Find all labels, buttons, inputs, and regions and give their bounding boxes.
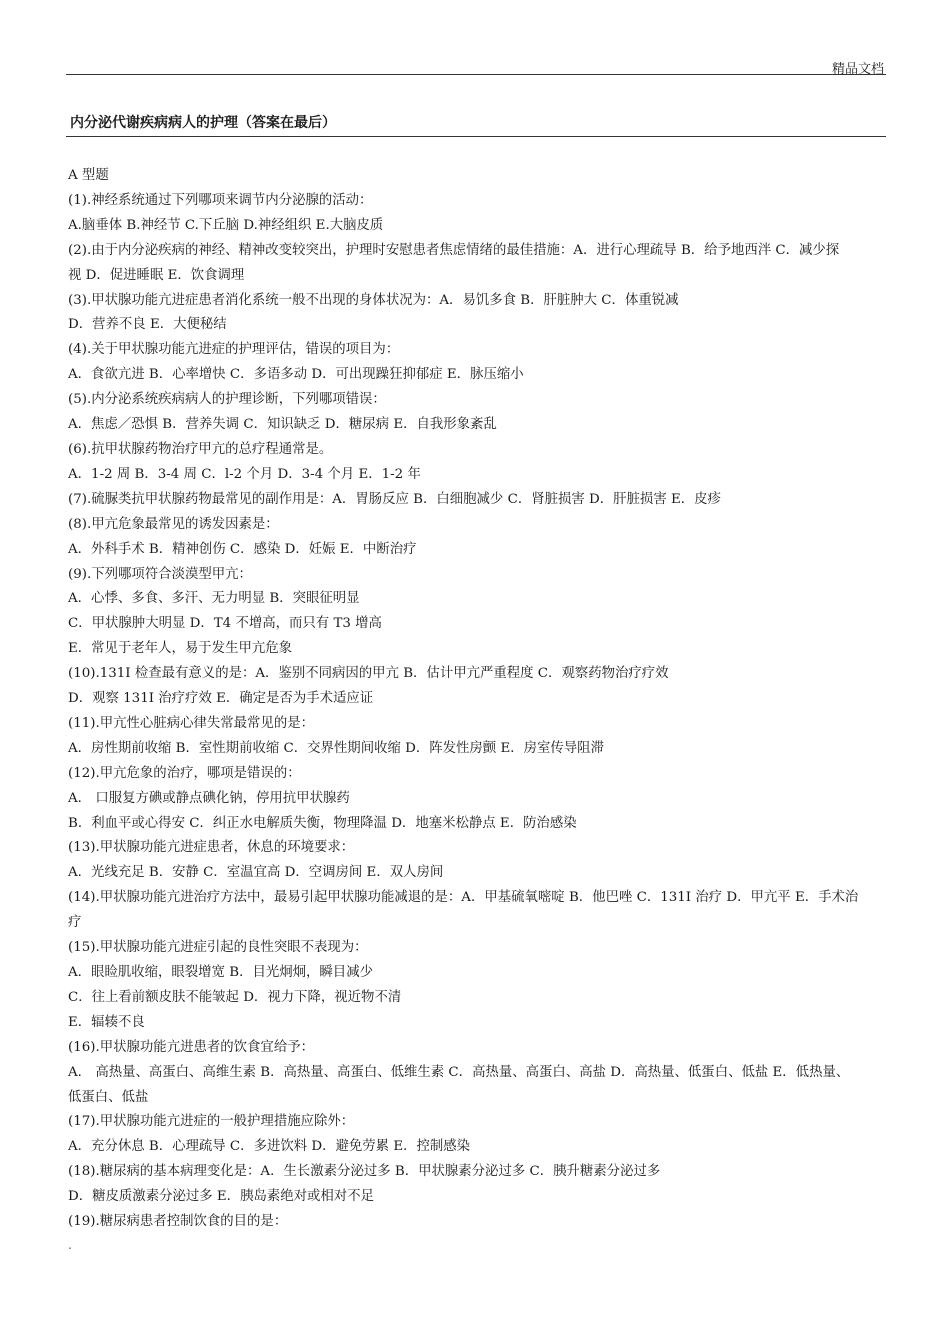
- header-divider: [66, 74, 886, 75]
- question-line: A．心悸、多食、多汗、无力明显 B．突眼征明显: [68, 591, 360, 607]
- question-line: E．常见于老年人，易于发生甲亢危象: [68, 641, 293, 657]
- document-title: 内分泌代谢疾病病人的护理（答案在最后）: [70, 115, 336, 131]
- question-line: (19).糖尿病患者控制饮食的目的是：: [68, 1214, 288, 1230]
- question-line: (17).甲状腺功能亢进症的一般护理措施应除外：: [68, 1114, 355, 1130]
- question-line: (16).甲状腺功能亢进患者的饮食宜给予：: [68, 1039, 314, 1055]
- question-line: A． 口服复方碘或静点碘化钠，停用抗甲状腺药: [68, 790, 350, 806]
- question-line: C．往上看前额皮肤不能皱起 D．视力下降，视近物不清: [68, 989, 402, 1005]
- question-line: 视 D．促进睡眠 E．饮食调理: [68, 267, 245, 283]
- section-title: A 型题: [68, 168, 109, 183]
- footer-mark: .: [68, 1238, 72, 1252]
- question-line: (14).甲状腺功能亢进治疗方法中，最易引起甲状腺功能减退的是：A．甲基硫氧嘧啶 B．他巴唑 C．131I 治疗 D．甲亢平 E．手术治: [68, 890, 859, 906]
- question-line: D．糖皮质激素分泌过多 E．胰岛素绝对或相对不足: [68, 1189, 374, 1205]
- question-line: A．焦虑／恐惧 B．营养失调 C．知识缺乏 D．糖尿病 E．自我形象紊乱: [68, 417, 497, 433]
- question-line: A．充分休息 B．心理疏导 C．多进饮料 D．避免劳累 E．控制感染: [68, 1139, 471, 1155]
- question-line: A．眼睑肌收缩，眼裂增宽 B．目光炯炯，瞬目减少: [68, 965, 373, 980]
- question-line: 疗: [68, 915, 82, 931]
- question-content: [68, 164, 886, 1235]
- question-line: (11).甲亢性心脏病心律失常最常见的是：: [68, 715, 314, 731]
- question-line: 低蛋白、低盐: [68, 1089, 149, 1105]
- question-line: (6).抗甲状腺药物治疗甲亢的总疗程通常是。: [68, 441, 333, 457]
- question-line: (7).硫脲类抗甲状腺药物最常见的副作用是：A．胃肠反应 B．白细胞减少 C．肾脏损害 D．肝脏损害 E．皮疹: [68, 491, 721, 507]
- question-line: (9).下列哪项符合淡漠型甲亢：: [68, 566, 252, 582]
- question-line: (15).甲状腺功能亢进症引起的良性突眼不表现为：: [68, 940, 368, 956]
- question-line: (10).131I 检查最有意义的是：A．鉴别不同病因的甲亢 B．估计甲亢严重程度 C．观察药物治疗疗效: [68, 666, 669, 682]
- question-line: (2).由于内分泌疾病的神经、精神改变较突出，护理时安慰患者焦虑情绪的最佳措施：A．进行心理疏导 B．给予地西泮 C．减少探: [68, 242, 840, 258]
- question-line: A．食欲亢进 B．心率增快 C．多语多动 D．可出现躁狂抑郁症 E．脉压缩小: [68, 367, 524, 383]
- question-line: (3).甲状腺功能亢进症患者消化系统一般不出现的身体状况为：A．易饥多食 B．肝脏肿大 C．体重锐减: [68, 292, 679, 308]
- question-lines: [68, 189, 886, 1235]
- question-line: D．营养不良 E．大便秘结: [68, 317, 227, 333]
- title-divider: [66, 136, 886, 137]
- question-line: A．外科手术 B．精神创伤 C．感染 D．妊娠 E．中断治疗: [68, 541, 417, 557]
- question-line: (13).甲状腺功能亢进症患者，休息的环境要求：: [68, 840, 355, 856]
- question-line: E．辐辏不良: [68, 1014, 145, 1030]
- question-line: A．1-2 周 B．3-4 周 C．l-2 个月 D．3-4 个月 E．1-2 年: [68, 466, 421, 482]
- question-line: A．房性期前收缩 B．室性期前收缩 C．交界性期间收缩 D．阵发性房颤 E．房室传导阻滞: [68, 740, 604, 756]
- question-line: A．光线充足 B．安静 C．室温宜高 D．空调房间 E．双人房间: [68, 865, 444, 881]
- question-line: (4).关于甲状腺功能亢进症的护理评估，错误的项目为：: [68, 342, 400, 358]
- question-line: D．观察 131I 治疗疗效 E．确定是否为手术适应证: [68, 691, 374, 707]
- question-line: (18).糖尿病的基本病理变化是：A．生长激素分泌过多 B．甲状腺素分泌过多 C．胰升糖素分泌过多: [68, 1164, 661, 1180]
- question-line: (5).内分泌系统疾病病人的护理诊断，下列哪项错误：: [68, 392, 386, 408]
- question-line: A.脑垂体 B.神经节 C.下丘脑 D.神经组织 E.大脑皮质: [68, 217, 384, 233]
- question-line: B．利血平或心得安 C．纠正水电解质失衡，物理降温 D．地塞米松静点 E．防治感染: [68, 815, 577, 831]
- header-label: 精品文档: [831, 62, 884, 77]
- question-line: (8).甲亢危象最常见的诱发因素是：: [68, 516, 279, 532]
- question-line: (1).神经系统通过下列哪项来调节内分泌腺的活动：: [68, 192, 373, 208]
- question-line: C．甲状腺肿大明显 D．T4 不增高，而只有 T3 增高: [68, 616, 382, 632]
- question-line: A． 高热量、高蛋白、高维生素 B．高热量、高蛋白、低维生素 C．高热量、高蛋白、高盐 D．高热量、低蛋白、低盐 E．低热量、: [68, 1064, 850, 1080]
- question-line: (12).甲亢危象的治疗，哪项是错误的：: [68, 765, 301, 781]
